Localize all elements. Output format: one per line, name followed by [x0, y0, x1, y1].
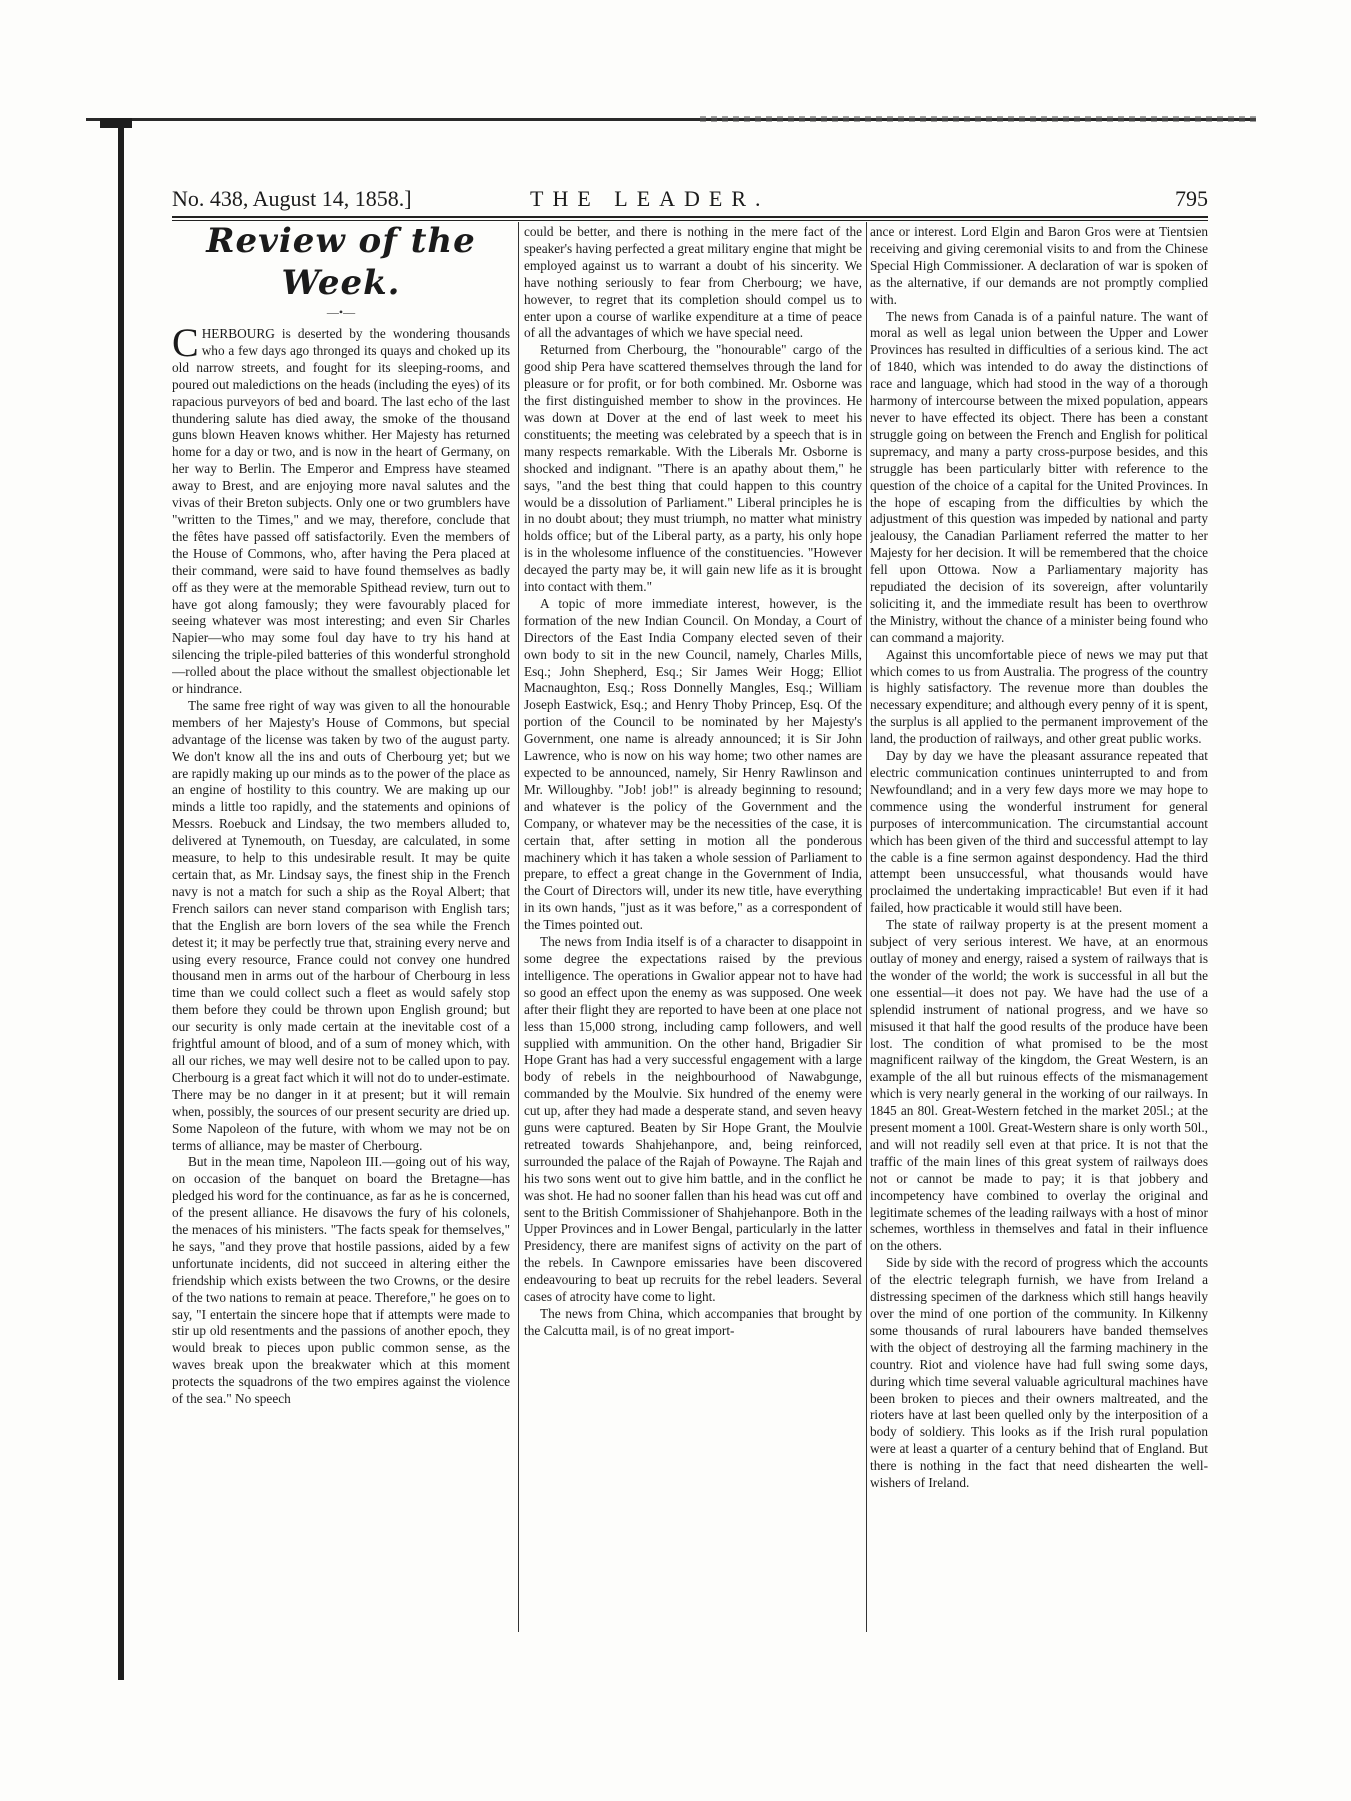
column-2: [524, 224, 862, 1624]
column-divider-2: [866, 222, 867, 1632]
binding-cap: [100, 118, 132, 128]
binding-edge: [118, 120, 124, 1680]
paragraph: [172, 320, 510, 698]
paragraph: Against this uncomfortable piece of news we may put that which comes to us from Australia. The progress of the country is highly satisfactory. The revenue more than doubles the necessary expenditure; and although every penny of it is spent, the surplus is all applied to the permanent improvement of the land, the production of railways, and other great public works.: [870, 646, 1208, 747]
paragraph: could be better, and there is nothing in the mere fact of the speaker's having perfected a great military engine that might be employed against us to warrant a doubt of his sincerity. We have nothing seriously to fear from Cherbourg; we have, however, to regret that its completion should compel us to enter upon a course of warlike expenditure at a time of peace of all the advantages of which we have special need.: [524, 224, 862, 341]
header-rule: [172, 216, 1208, 218]
paragraph: Side by side with the record of progress which the accounts of the electric telegraph furnish, we have from Ireland a distressing specimen of the darkness which still hangs heavily over the mind of one portion of the community. In Kilkenny some thousands of rural labourers have banded themselves with the object of destroying all the farming machinery in the country. Riot and violence have had full swing some days, during which time several valuable agricultural machines have been broken to pieces and their owners maltreated, and the rioters have at last been quelled only by the interposition of a body of soldiery. This looks as if the Irish rural population were at least a quarter of a century behind that of England. But there is nothing in the fact that need dishearten the well-wishers of Ireland.: [870, 1255, 1208, 1491]
paragraph: The news from Canada is of a painful nature. The want of moral as well as legal union between the Upper and Lower Provinces has resulted in difficulties of a serious kind. The act of 1840, which was intended to do away the distinctions of race and language, which had stood in the way of a thorough harmony of intercourse between the mixed population, appears never to have effected its object. There has been a constant struggle going on between the French and English for political supremacy, and many a party cross-purpose besides, and this struggle has been particularly bitter with reference to the question of the choice of a capital for the United Provinces. In the hope of escaping from the difficulties by which the adjustment of this question was impeded by national and party jealousy, the Canadian Parliament referred the matter to her Majesty for her decision. It will be remembered that the choice fell upon Ottowa. Now a Parliamentary majority has repudiated the decision of its sovereign, after voluntarily soliciting it, and the immediate result has been to overthrow the Ministry, without the chance of a minister being found who can command a majority.: [870, 308, 1208, 645]
masthead: [172, 186, 1208, 214]
newspaper-title: THE LEADER.: [530, 186, 770, 211]
column-divider-1: [518, 222, 519, 1632]
paragraph: The state of railway property is at the present moment a subject of very serious interest. We have, at an enormous outlay of money and energy, raised a system of railways that is the wonder of the world; the work is successful in all but the one essential—it does not pay. We have had the use of a splendid instrument of national progress, and we have so misused it that half the good results of the produce have been lost. The condition of what promised to be the most magnificent railway of the kingdom, the Great Western, is an example of the all but ruinous effects of the mismanagement which is very nearly general in the working of our railways. In 1845 an 80l. Great-Western fetched in the market 205l.; at the present moment a 100l. Great-Western share is only worth 50l., and will not readily sell even at that price. It is not that the traffic of the main lines of this great system of railways does not or cannot be made to pay; it is that jobbery and incompetency have combined to overlay the original and legitimate schemes of the leading railways with a host of minor schemes, worthless in themselves and fatal in their influence on the others.: [870, 917, 1208, 1254]
paragraph: ance or interest. Lord Elgin and Baron Gros were at Tientsien receiving and giving ceremonial visits to and from the Chinese Special High Commissioner. A declaration of war is spoken of as the alternative, if our demands are not promptly complied with.: [870, 224, 1208, 307]
drop-cap: C: [172, 320, 199, 365]
paragraph: But in the mean time, Napoleon III.—going out of his way, on occasion of the banquet on board the Bretagne—has pledged his word for the continuance, as far as he is concerned, of the present alliance. He disavows the fury of his colonels, the menaces of his ministers. "The facts speak for themselves," he says, "and they prove that hostile passions, aided by a few unfortunate incidents, did not succeed in altering either the friendship which exists between the two Crowns, or the desire of the two nations to remain at peace. Therefore," he goes on to say, "I entertain the sincere hope that if attempts were made to stir up old resentments and the passions of another epoch, they would break to pieces upon public common sense, as the waves break upon the breakwater which at this moment protects the squadrons of the two empires against the violence of the sea." No speech: [172, 1154, 510, 1407]
paragraph: The news from China, which accompanies that brought by the Calcutta mail, is of no great import-: [524, 1306, 862, 1338]
section-title: Review of the Week.: [206, 221, 476, 303]
column-1: [172, 220, 510, 1620]
paragraph: A topic of more immediate interest, however, is the formation of the new Indian Council. On Monday, a Court of Directors of the East India Company elected seven of their own body to sit in the new Council, namely, Charles Mills, Esq.; John Shepherd, Esq.; Sir James Weir Hogg; Elliot Macnaughton, Esq.; Ross Donnelly Mangles, Esq.; William Joseph Eastwick, Esq.; and Henry Thoby Princep, Esq. Of the portion of the Council to be nominated by her Majesty's Government, one name is already announced; it is Sir John Lawrence, who is now on his way home; two other names are expected to be announced, namely, Sir Henry Rawlinson and Mr. Willoughby. "Job! job!" is already beginning to resound; and whatever is the policy of the Government and the Company, or whatever may be the necessities of the case, it is certain that, after setting in motion all the ponderous machinery which it has taken a whole session of Parliament to prepare, to effect a great change in the Government of India, the Court of Directors will, under its new title, have everything in its own hands, "just as it was before," as a correspondent of the Times pointed out.: [524, 595, 862, 933]
paragraph: The news from India itself is of a character to disappoint in some degree the expectations raised by the previous intelligence. The operations in Gwalior appear not to have had so good an effect upon the enemy as was supposed. One week after their flight they are reported to have been at one place not less than 15,000 strong, including camp followers, and well supplied with ammunition. On the other hand, Brigadier Sir Hope Grant has had a very successful engagement with a large body of rebels in the neighbourhood of Nawabgunge, commanded by the Moulvie. Six hundred of the enemy were cut up, after they had made a desperate stand, and seven heavy guns were captured. Beaten by Sir Hope Grant, the Moulvie retreated towards Shahjehanpore, and, being reinforced, surrounded the palace of the Rajah of Powayne. The Rajah and his two sons went out to give him battle, and in the conflict he was shot. He had no sooner fallen than his head was cut off and sent to the British Commissioner of Shahjehanpore. Both in the Upper Provinces and in Lower Bengal, particularly in the latter Presidency, there are manifest signs of activity on the part of the rebels. In Cawnpore emissaries have been discovered endeavouring to beat up recruits for the rebel leaders. Several cases of atrocity have come to light.: [524, 934, 862, 1305]
ornament: —•—: [326, 305, 356, 319]
paragraph: Returned from Cherbourg, the "honourable" cargo of the good ship Pera have scattered themselves through the land for pleasure or for profit, or for both combined. Mr. Osborne was the first distinguished member to show in the provinces. He was down at Dover at the end of last week to meet his constituents; the meeting was celebrated by a speech that is in many respects remarkable. With the Liberals Mr. Osborne is shocked and indignant. "There is an apathy about them," he says, "and the best thing that could happen to this country would be a dissolution of Parliament." Liberal principles he is in no doubt about; they must triumph, no matter what ministry holds office; but of the Liberal party, as a party, his only hope is in the wholesome influence of the constituencies. "However decayed the party may be, it will gain new life as it is brought into contact with them.": [524, 342, 862, 595]
paragraph: Day by day we have the pleasant assurance repeated that electric communication continues uninterrupted to and from Newfoundland; and in a very few days more we may hope to commence using the wonderful instrument for general purposes of intercommunication. The circumstantial account which has been given of the third and successful attempt to lay the cable is a fine sermon against despondency. Had the third attempt been unsuccessful, what thousands would have proclaimed the undertaking impracticable! But even if it had failed, how practicable it would still have been.: [870, 748, 1208, 916]
paragraph: The same free right of way was given to all the honourable members of her Majesty's House of Commons, but special advantage of the license was taken by two of the august party. We don't know all the ins and outs of Cherbourg yet; but we are rapidly making up our minds as to the power of the place as an engine of hostility to this country. We are making up our minds a little too rapidly, and the statements and opinions of Messrs. Roebuck and Lindsay, the two members alluded to, delivered at Tynemouth, on Tuesday, are calculated, in some measure, to help to this undesirable result. It may be quite certain that, as Mr. Lindsay says, the finest ship in the French navy is not a match for such a ship as the Royal Albert; that French sailors can never stand comparison with English tars; that the English are born lovers of the sea while the French detest it; it may be perfectly true that, straining every nerve and using every resource, France could not convey one hundred thousand men in arms out of the harbour of Cherbourg in less time than we could collect such a fleet as would safely stop them before they could be thrown upon English ground; but our security is only made certain at the inevitable cost of a frightful amount of blood, and of a sum of money which, with all our riches, we may well desire not to be called upon to pay. Cherbourg is a great fact which it will not do to under-estimate. There may be no danger in it at present; but it will remain when, possibly, the sources of our present security are dried up. Some Napoleon of the future, with whom we may not be on terms of alliance, may be master of Cherbourg.: [172, 697, 510, 1153]
paragraph-text: HERBOURG is deserted by the wondering thousands who a few days ago thronged its quays and choked up its old narrow streets, and fought for its sleeping-rooms, and poured out maledictions on the heads (including the eyes) of its rapacious purveyors of bed and board. The last echo of the last thundering salute has died away, the smoke of the thousand guns blown Heaven knows whither. Her Majesty has returned home for a day or two, and is now in the heart of Germany, on her way to Berlin. The Emperor and Empress have steamed away to Brest, and are enjoying more naval salutes and the vivas of their Breton subjects. Only one or two grumblers have "written to the Times," and we may, therefore, conclude that the fêtes have passed off satisfactorily. Even the members of the House of Commons, who, after having the Pera placed at their command, were said to have found themselves as badly off as they were at the memorable Spithead review, turn out to have got along famously; they were favourably placed for seeing whatever was most interesting; and even Sir Charles Napier—who may some foul day have to try his hand at silencing the triple-piled batteries of this wonderful stronghold—rolled about the place without the smallest objectionable let or hindrance.: [172, 326, 510, 697]
column-3: [870, 224, 1208, 1624]
page-number: 795: [1175, 186, 1208, 211]
issue-date: No. 438, August 14, 1858.]: [172, 186, 412, 211]
top-rule-fade: [700, 116, 1260, 122]
